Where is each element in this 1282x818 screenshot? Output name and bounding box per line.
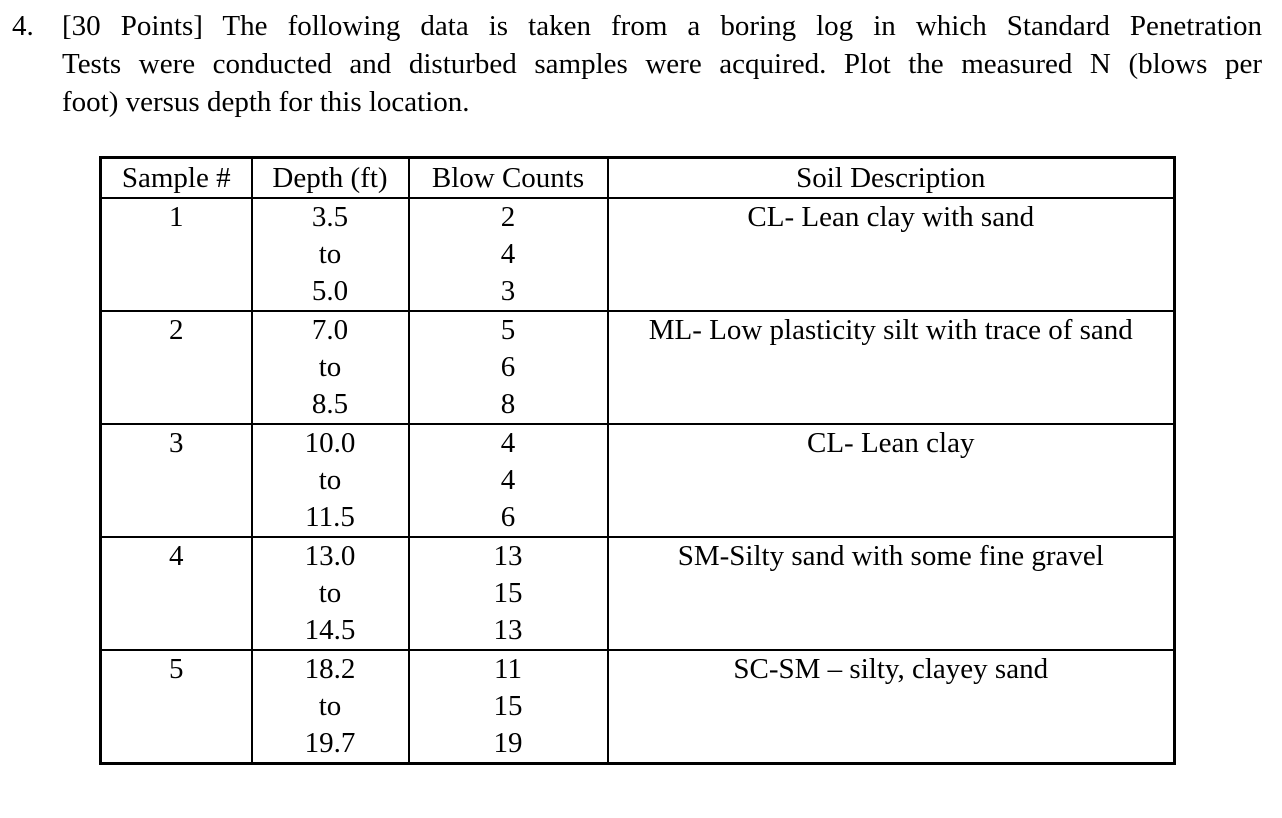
table-row <box>101 537 1175 650</box>
depth-bottom: 8.5 <box>311 388 349 420</box>
soil-description-cell <box>608 424 1175 537</box>
sample-number <box>101 198 252 311</box>
depth-cell <box>252 198 409 311</box>
depth-to: to <box>318 464 342 496</box>
depth-bottom: 19.7 <box>304 727 356 759</box>
header-soil-description: Soil Description <box>608 158 1175 199</box>
question-block <box>12 7 1262 121</box>
depth-to: to <box>318 577 342 609</box>
blow-counts-cell <box>409 650 608 764</box>
table-row <box>101 424 1175 537</box>
sample-number-text: 2 <box>169 314 184 346</box>
question-line-1: [30 Points] The following data is taken from a boring log in which Standard Penetration <box>62 10 1262 42</box>
blow-counts-cell <box>409 311 608 424</box>
depth-top: 7.0 <box>311 314 349 346</box>
depth-to: to <box>318 690 342 722</box>
blow-count: 8 <box>500 388 516 420</box>
table-row <box>101 311 1175 424</box>
depth-cell <box>252 424 409 537</box>
soil-description: SC-SM – silty, clayey sand <box>733 653 1049 685</box>
question-line-2: Tests were conducted and disturbed samples were acquired. Plot the measured N (blows per <box>62 48 1262 80</box>
question-line-3: foot) versus depth for this location. <box>62 86 470 118</box>
blow-count: 13 <box>493 614 523 646</box>
blow-count: 19 <box>493 727 523 759</box>
blow-count: 4 <box>500 464 516 496</box>
sample-number <box>101 537 252 650</box>
boring-log-table <box>99 156 1176 765</box>
sample-number-text: 3 <box>169 427 184 459</box>
table-row <box>101 198 1175 311</box>
blow-counts-cell <box>409 424 608 537</box>
sample-number <box>101 311 252 424</box>
table-header-row <box>101 158 1175 199</box>
sample-number-text: 4 <box>169 540 184 572</box>
depth-bottom: 5.0 <box>311 275 349 307</box>
depth-top: 3.5 <box>311 201 349 233</box>
soil-description-cell <box>608 198 1175 311</box>
sample-number <box>101 424 252 537</box>
soil-description-cell <box>608 537 1175 650</box>
blow-count: 3 <box>500 275 516 307</box>
soil-description: CL- Lean clay with sand <box>747 201 1035 233</box>
header-blow-counts: Blow Counts <box>409 158 608 199</box>
blow-count: 6 <box>500 501 516 533</box>
blow-counts-cell <box>409 198 608 311</box>
header-sample: Sample # <box>101 158 252 199</box>
sample-number-text: 5 <box>169 653 184 685</box>
depth-cell <box>252 650 409 764</box>
depth-cell <box>252 537 409 650</box>
blow-count: 5 <box>500 314 516 346</box>
soil-description-cell <box>608 650 1175 764</box>
depth-cell <box>252 311 409 424</box>
depth-bottom: 11.5 <box>305 501 355 533</box>
blow-count: 2 <box>500 201 516 233</box>
depth-to: to <box>318 351 342 383</box>
question-text <box>62 7 1262 121</box>
blow-count: 4 <box>500 427 516 459</box>
soil-description: CL- Lean clay <box>807 427 975 459</box>
blow-count: 6 <box>500 351 516 383</box>
question-number: 4. <box>12 10 34 42</box>
blow-count: 15 <box>493 577 523 609</box>
sample-number <box>101 650 252 764</box>
soil-description-cell <box>608 311 1175 424</box>
depth-to: to <box>318 238 342 270</box>
depth-bottom: 14.5 <box>304 614 356 646</box>
depth-top: 10.0 <box>304 427 356 459</box>
table-row <box>101 650 1175 764</box>
soil-description: ML- Low plasticity silt with trace of sand <box>648 314 1133 346</box>
blow-counts-cell <box>409 537 608 650</box>
depth-top: 13.0 <box>304 540 356 572</box>
blow-count: 4 <box>500 238 516 270</box>
blow-count: 11 <box>494 653 522 685</box>
depth-top: 18.2 <box>304 653 356 685</box>
soil-description: SM-Silty sand with some fine gravel <box>677 540 1104 572</box>
header-depth: Depth (ft) <box>252 158 409 199</box>
blow-count: 15 <box>493 690 523 722</box>
blow-count: 13 <box>493 540 523 572</box>
sample-number-text: 1 <box>169 201 184 233</box>
